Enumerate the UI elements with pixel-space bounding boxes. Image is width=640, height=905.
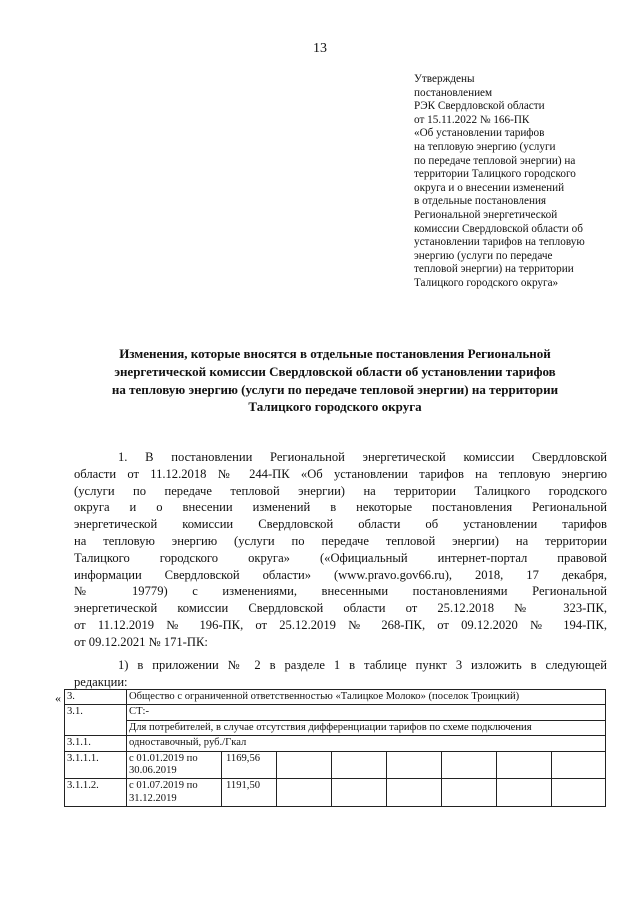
paragraph-line: Талицкого городского округа» («Официальный интернет-портал правовой [74, 550, 607, 565]
approval-line: в отдельные постановления [414, 195, 547, 208]
consumer-note-cell: Для потребителей, в случае отсутствия дифференциации тарифов по схеме подключения [127, 720, 606, 735]
paragraph-line: информации Свердловской области» (www.pravo.gov66.ru), 2018, 17 декабря, [74, 567, 607, 582]
row-number: 3.1. [65, 705, 127, 720]
approval-line: округа и о внесении изменений [414, 181, 565, 194]
approval-line: по передаче тепловой энергии) на [414, 154, 576, 167]
title-line: Изменения, которые вносятся в отдельные постановления Региональной [119, 346, 551, 361]
approval-line: комиссии Свердловской области об [414, 222, 583, 235]
tariff-type-cell: одноставочный, руб./Гкал [127, 736, 606, 751]
approval-line: Утверждены [414, 73, 475, 85]
approval-block [414, 73, 614, 291]
empty-cell [277, 779, 332, 807]
table-row [65, 736, 606, 751]
value-cell: 1169,56 [222, 751, 277, 779]
table-row [65, 690, 606, 705]
organization-cell: Общество с ограниченной ответственностью «Талицкое Молоко» (поселок Троицкий) [127, 690, 606, 705]
approval-line: РЭК Свердловской области [414, 100, 545, 113]
paragraph-line: энергетической комиссии Свердловской области об установлении тарифов [74, 517, 607, 532]
paragraph-line: энергетической комиссии Свердловской области от 25.12.2018 № 323-ПК, [74, 601, 607, 616]
table-row [65, 751, 606, 779]
approval-line: Талицкого городского округа» [414, 276, 559, 289]
empty-cell [442, 751, 497, 779]
empty-cell [442, 779, 497, 807]
value-cell: 1191,50 [222, 779, 277, 807]
paragraph-line: 1) в приложении № 2 в разделе 1 в таблице пункт 3 изложить в следующей [118, 658, 607, 672]
empty-cell [552, 751, 606, 779]
approval-line: установлении тарифов на тепловую [414, 236, 585, 249]
empty-cell [387, 751, 442, 779]
approval-line: постановлением [414, 86, 493, 99]
empty-cell [387, 779, 442, 807]
paragraph-line: редакции: [74, 674, 128, 689]
approval-line: от 15.11.2022 № 166-ПК [414, 113, 530, 126]
open-quote: « [55, 691, 61, 705]
paragraph-2 [74, 657, 607, 691]
document-title [70, 345, 600, 416]
approval-line: Региональной энергетической [414, 208, 558, 221]
table-row [65, 720, 606, 735]
approval-line: энергию (услуги по передаче [414, 249, 553, 262]
paragraph-line: на тепловую энергию (услуги по передаче тепловой энергии) на территории [74, 533, 607, 548]
paragraph-line: (услуги по передаче тепловой энергии) на территории Талицкого городского [74, 483, 607, 498]
title-line: энергетической комиссии Свердловской области об установлении тарифов [114, 363, 556, 379]
row-number: 3.1.1.1. [65, 751, 127, 779]
empty-cell [332, 751, 387, 779]
approval-line: «Об установлении тарифов [414, 127, 545, 140]
approval-line: территории Талицкого городского [414, 168, 576, 181]
paragraph-line: от 09.12.2021 № 171-ПК: [74, 634, 208, 649]
row-number: 3.1.1.2. [65, 779, 127, 807]
paragraph-line: № 19779) с изменениями, внесенными постановлениями Региональной [74, 584, 607, 599]
empty-cell [497, 751, 552, 779]
system-cell: СТ:- [127, 705, 606, 720]
tariff-table [64, 689, 606, 807]
approval-line: тепловой энергии) на территории [414, 263, 574, 276]
title-line: на тепловую энергию (услуги по передаче тепловой энергии) на территории [111, 381, 559, 397]
paragraph-line: от 11.12.2019 № 196-ПК, от 25.12.2019 № 268-ПК, от 09.12.2020 № 194-ПК, [74, 617, 607, 632]
title-line: Талицкого городского округа [248, 399, 422, 415]
paragraph-line: 1. В постановлении Региональной энергетической комиссии Свердловской [118, 450, 607, 464]
period-cell: с 01.07.2019 по 31.12.2019 [127, 779, 222, 807]
table-row [65, 705, 606, 720]
page-number: 13 [313, 41, 327, 56]
empty-cell [332, 779, 387, 807]
row-number: 3. [65, 690, 127, 705]
paragraph-1 [74, 449, 607, 651]
period-cell: с 01.01.2019 по 30.06.2019 [127, 751, 222, 779]
empty-cell [497, 779, 552, 807]
paragraph-line: округа и о внесении изменений в некоторые постановления Региональной [74, 500, 607, 515]
empty-cell [65, 720, 127, 735]
empty-cell [277, 751, 332, 779]
paragraph-line: области от 11.12.2018 № 244-ПК «Об установлении тарифов на тепловую энергию [74, 466, 607, 481]
approval-line: на тепловую энергию (услуги [414, 140, 556, 153]
row-number: 3.1.1. [65, 736, 127, 751]
empty-cell [552, 779, 606, 807]
table-row [65, 779, 606, 807]
